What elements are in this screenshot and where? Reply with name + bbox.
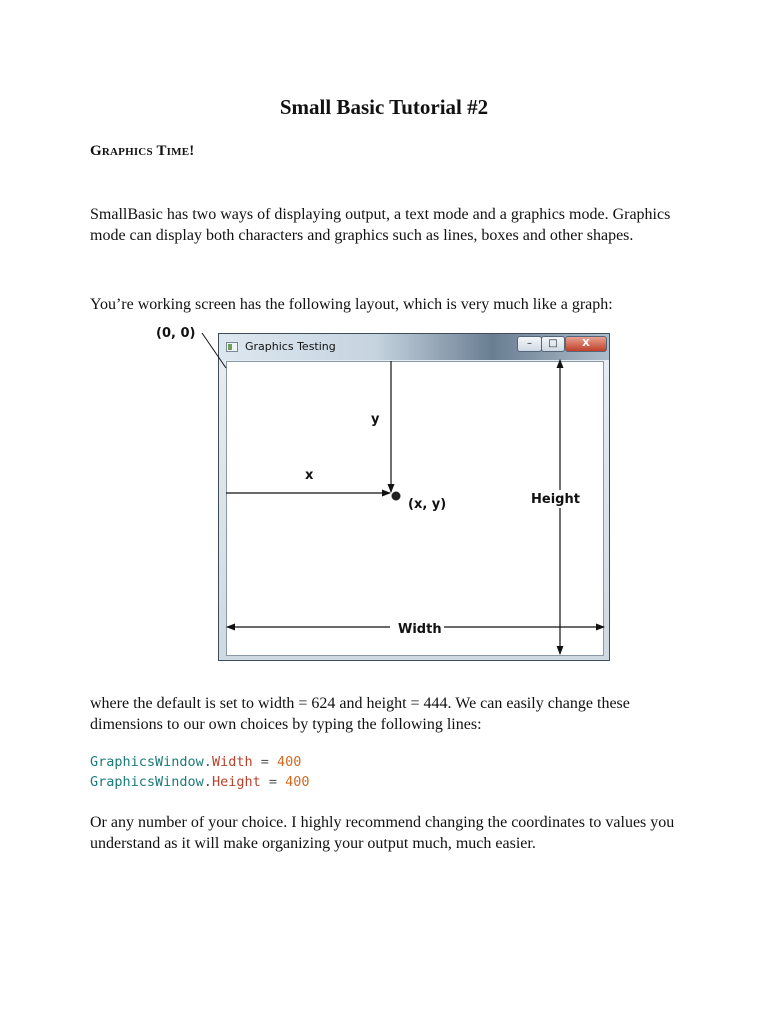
code-line-width (90, 752, 301, 772)
code-line-height (90, 772, 310, 792)
code-property: Height (211, 774, 261, 790)
height-label: Height (531, 492, 580, 507)
minimize-button[interactable]: – (517, 336, 542, 352)
document-title: Small Basic Tutorial #2 (279, 95, 489, 119)
code-operator: = (260, 774, 286, 790)
origin-pointer (202, 333, 226, 368)
x-label: x (305, 468, 314, 483)
code-property: Width (211, 754, 253, 770)
window-title: Graphics Testing (245, 340, 336, 353)
intro-paragraph: SmallBasic has two ways of displaying output, a text mode and a graphics mode. Graphics mode can display both characters and graphics such as lines, boxes and other shapes. (90, 206, 671, 244)
point-marker (392, 492, 401, 501)
defaults-paragraph: where the default is set to width = 624 and height = 444. We can easily change these dimensions to our own choices by typing the following lines: (90, 695, 630, 733)
layout-paragraph: You’re working screen has the following layout, which is very much like a graph: (90, 296, 613, 313)
width-label: Width (398, 622, 442, 637)
code-dot: . (203, 754, 212, 770)
code-dot: . (203, 774, 212, 790)
code-operator: = (252, 754, 277, 770)
point-label: (x, y) (408, 497, 447, 512)
close-button[interactable]: X (565, 336, 607, 352)
code-value: 400 (285, 774, 310, 790)
code-object: GraphicsWindow (90, 754, 204, 770)
maximize-button[interactable]: □ (541, 336, 565, 352)
y-label: y (371, 412, 380, 427)
origin-label: (0, 0) (156, 326, 196, 341)
code-object: GraphicsWindow (90, 774, 204, 790)
section-heading: Graphics Time! (90, 143, 195, 159)
code-value: 400 (276, 754, 302, 770)
closing-paragraph: Or any number of your choice. I highly recommend changing the coordinates to values you understand as it will make organizing your output much, much easier. (90, 814, 675, 852)
